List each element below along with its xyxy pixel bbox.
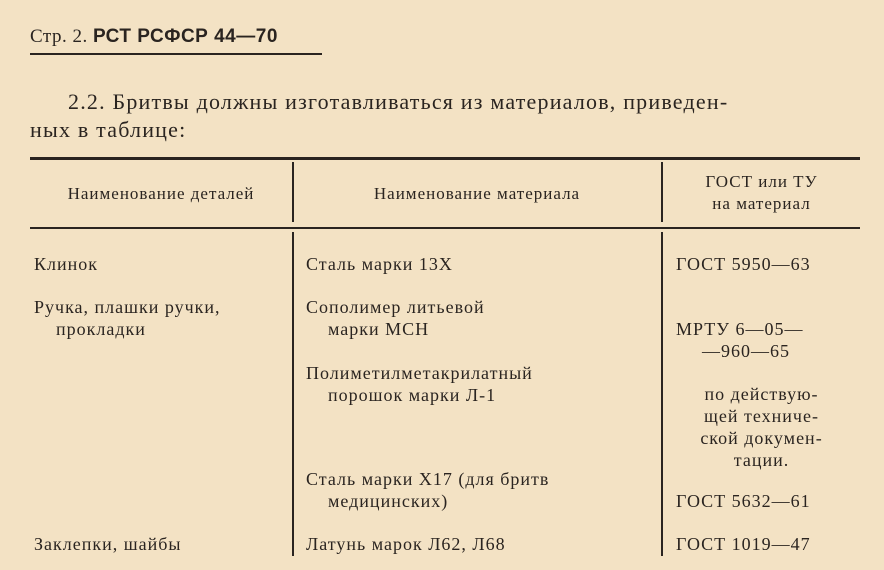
- column-header-parts: Наименование деталей: [67, 184, 255, 203]
- header-underline: [30, 53, 322, 55]
- column-header-gost-line-2: на материал: [712, 194, 811, 213]
- cell-material-copolymer: [306, 296, 485, 340]
- cell-material-pmma-line-1: Полиметилметакрилатный: [306, 363, 533, 383]
- table-top-rule: [30, 157, 860, 160]
- cell-gost-5632: ГОСТ 5632—61: [676, 491, 811, 511]
- cell-part-handle-line-2: прокладки: [56, 319, 146, 339]
- page-number: Стр. 2.: [30, 26, 88, 47]
- table-header-rule: [30, 227, 860, 229]
- cell-material-x17-line-2: медицинских): [328, 491, 449, 511]
- cell-gost-tech-line-4: тации.: [733, 450, 790, 470]
- column-header-gost: [663, 171, 860, 215]
- cell-material-pmma: [306, 362, 533, 406]
- column-divider: [292, 232, 294, 556]
- cell-gost-mrtu-line-2: —960—65: [702, 341, 790, 361]
- cell-material-copolymer-line-2: марки МСН: [328, 319, 430, 339]
- intro-paragraph: [30, 88, 860, 144]
- cell-gost-blade: ГОСТ 5950—63: [676, 254, 811, 274]
- cell-part-rivets: Заклепки, шайбы: [34, 534, 182, 554]
- cell-material-steel-x17: [306, 468, 549, 512]
- cell-gost-technical-docs: [663, 383, 860, 471]
- cell-gost-tech-line-3: ской докумен-: [700, 428, 823, 448]
- intro-line-2: ных в таблице:: [30, 117, 187, 142]
- cell-part-handle: [34, 296, 221, 340]
- cell-material-blade: Сталь марки 13Х: [306, 254, 453, 274]
- cell-part-blade: Клинок: [34, 254, 98, 274]
- cell-material-brass: Латунь марок Л62, Л68: [306, 534, 506, 554]
- cell-material-x17-line-1: Сталь марки Х17 (для бритв: [306, 469, 550, 489]
- intro-line-1: 2.2. Бритвы должны изготавливаться из материалов, приведен-: [68, 89, 729, 114]
- standard-code: РСТ РСФСР 44—70: [92, 26, 278, 47]
- page-header: [30, 26, 278, 48]
- cell-gost-mrtu-line-1: МРТУ 6—05—: [676, 319, 804, 339]
- column-header-gost-line-1: ГОСТ или ТУ: [705, 172, 818, 191]
- cell-gost-mrtu: [676, 318, 803, 362]
- cell-material-pmma-line-2: порошок марки Л-1: [328, 385, 497, 405]
- cell-material-copolymer-line-1: Сополимер литьевой: [306, 297, 485, 317]
- cell-gost-1019: ГОСТ 1019—47: [676, 534, 811, 554]
- cell-gost-tech-line-1: по действую-: [704, 384, 819, 404]
- column-header-material: Наименование материала: [373, 184, 581, 203]
- cell-part-handle-line-1: Ручка, плашки ручки,: [34, 297, 221, 317]
- cell-gost-tech-line-2: щей техниче-: [704, 406, 819, 426]
